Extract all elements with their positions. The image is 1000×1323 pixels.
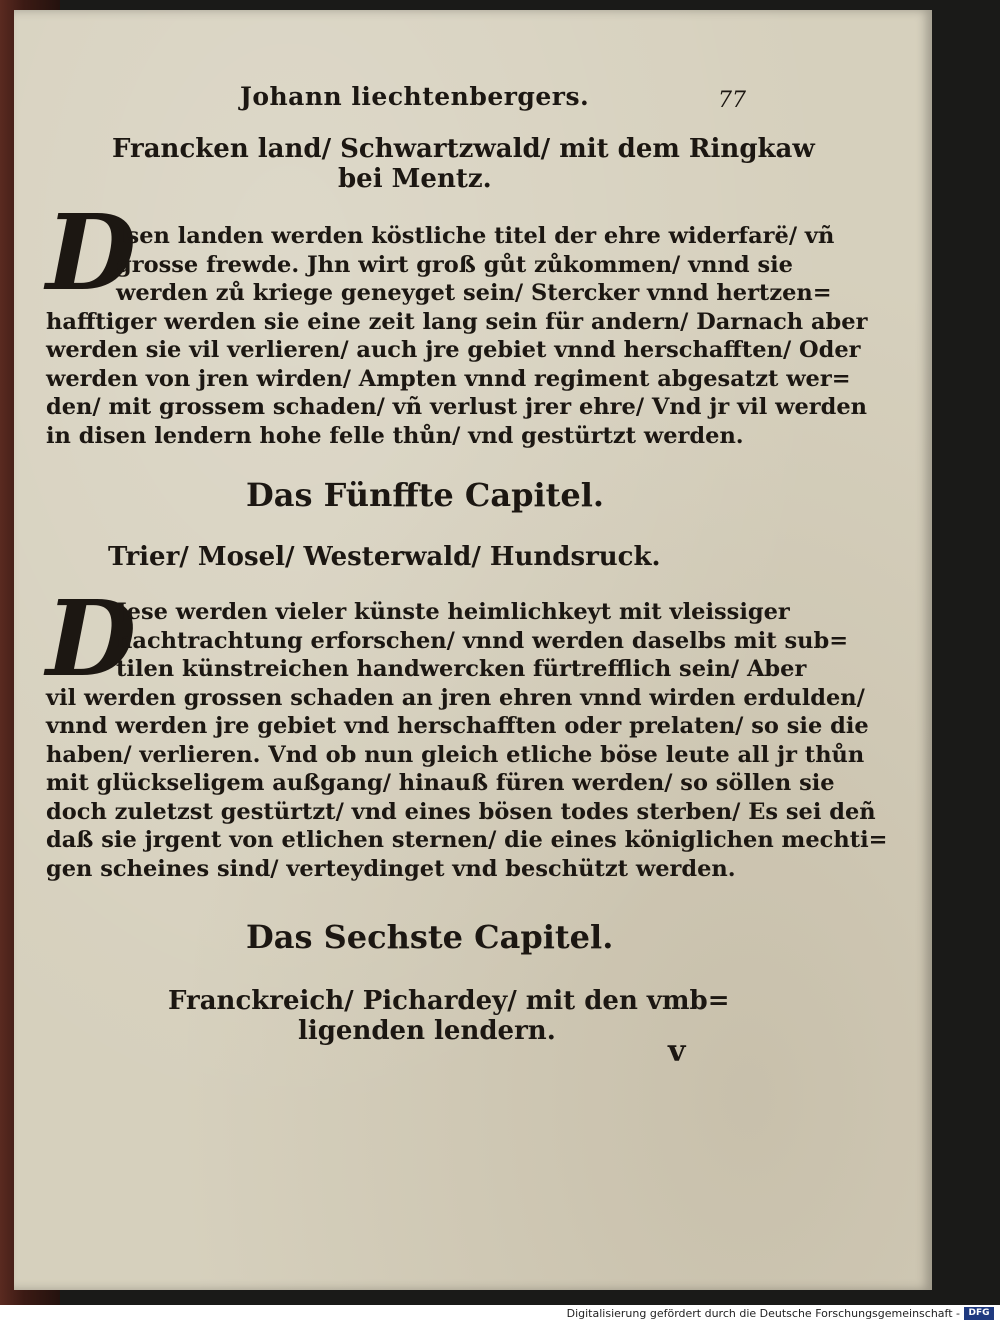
- section1-body: [46, 222, 868, 450]
- chapter5-initial-letter: D: [46, 577, 137, 700]
- body-line: haben/ verlieren. Vnd ob nun gleich etliche böse leute all jr thůn: [46, 741, 865, 768]
- chapter6-title: Das Sechste Capitel.: [246, 918, 614, 956]
- page-number: 77: [718, 88, 746, 113]
- chapter5-title: Das Fünffte Capitel.: [246, 476, 605, 514]
- body-line: hafftiger werden sie eine zeit lang sein für andern/ Darnach aber: [46, 308, 868, 335]
- body-line: mit glückseligem außgang/ hinauß füren werden/ so söllen sie: [46, 770, 835, 796]
- section1-subhead-line2: bei Mentz.: [338, 164, 492, 194]
- body-line: den/ mit grossem schaden/ vñ verlust jrer ehre/ Vnd jr vil werden: [46, 394, 868, 420]
- section1-initial-letter: D: [46, 191, 137, 314]
- body-line: doch zuletzst gestürtzt/ vnd eines bösen todes sterben/ Es sei deñ: [46, 798, 876, 825]
- chapter5-subhead: Trier/ Mosel/ Westerwald/ Hundsruck.: [108, 542, 661, 572]
- body-line: werden von jren wirden/ Ampten vnnd regiment abgesatzt wer=: [46, 365, 851, 392]
- body-line: nachtrachtung erforschen/ vnnd werden daselbs mit sub=: [116, 627, 849, 654]
- body-line: in disen lendern hohe felle thůn/ vnd gestürtzt werden.: [46, 422, 744, 449]
- chapter6-subhead-line1: Franckreich/ Pichardey/ mit den vmb=: [168, 986, 730, 1016]
- body-line: daß sie jrgent von etlichen sternen/ die eines königlichen mechti=: [46, 827, 888, 853]
- dfg-logo-icon: DFG: [964, 1307, 994, 1320]
- body-line: tilen künstreichen handwercken fürtrefflich sein/ Aber: [116, 656, 807, 682]
- running-head: Johann liechtenbergers.: [240, 82, 590, 111]
- body-line: Isen landen werden köstliche titel der ehre widerfarë/ vñ: [116, 223, 835, 249]
- body-line: vnnd werden jre gebiet vnd herschafften oder prelaten/ so sie die: [46, 713, 869, 739]
- body-line: werden zů kriege geneyget sein/ Stercker vnnd hertzen=: [116, 280, 832, 306]
- body-line: Jese werden vieler künste heimlichkeyt mit vleissiger: [116, 599, 790, 625]
- section1-subhead-line1: Francken land/ Schwartzwald/ mit dem Ringkaw: [112, 134, 815, 164]
- body-line: grosse frewde. Jhn wirt groß gůt zůkommen/ vnnd sie: [116, 251, 793, 278]
- footer-bar: [0, 1305, 1000, 1323]
- body-line: gen scheines sind/ verteydinget vnd beschützt werden.: [46, 855, 736, 882]
- catchword: v: [668, 1034, 686, 1069]
- funding-credit: Digitalisierung gefördert durch die Deutsche Forschungsgemeinschaft -: [566, 1307, 960, 1320]
- chapter5-body: [46, 598, 888, 883]
- body-line: werden sie vil verlieren/ auch jre gebiet vnnd herschafften/ Oder: [46, 337, 861, 363]
- body-line: vil werden grossen schaden an jren ehren vnnd wirden erdulden/: [46, 684, 865, 711]
- chapter6-subhead-line2: ligenden lendern.: [298, 1016, 556, 1046]
